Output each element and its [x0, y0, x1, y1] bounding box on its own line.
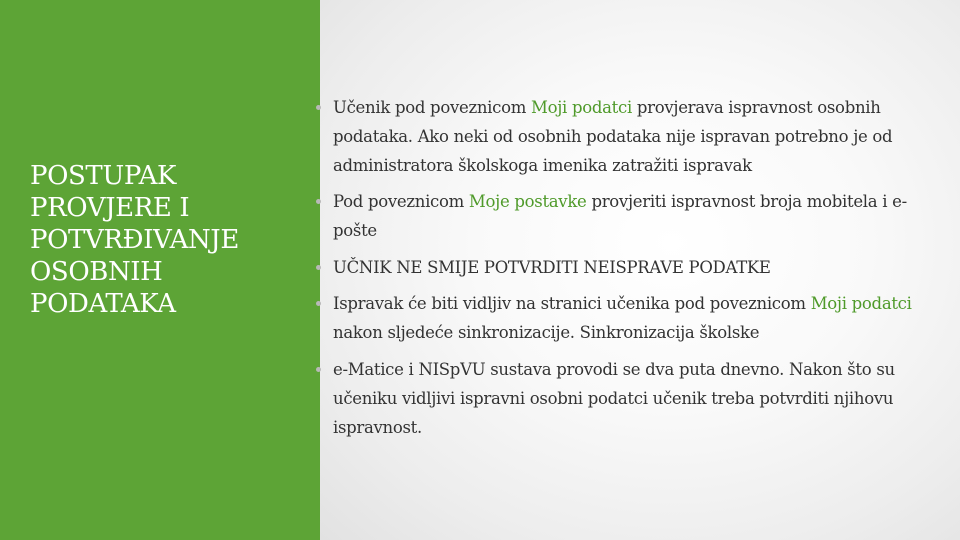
content-panel	[320, 0, 960, 540]
bullet-text: nakon sljedeće sinkronizacije. Sinkronizacija školske	[333, 323, 760, 342]
bullet-text: Učenik pod poveznicom	[333, 98, 532, 117]
bullet-item-warning	[320, 253, 920, 282]
bullet-dot-icon	[316, 367, 321, 372]
link-term-moje-postavke: Moje postavke	[468, 192, 587, 211]
title-panel	[0, 0, 320, 540]
bullet-dot-icon	[316, 265, 321, 270]
slide-title: POSTUPAK PROVJERE I POTVRĐIVANJE OSOBNIH PODATAKA	[30, 161, 239, 319]
bullet-dot-icon	[316, 105, 321, 110]
link-term-moji-podatci: Moji podatci	[810, 294, 912, 313]
bullet-dot-icon	[316, 301, 321, 306]
bullet-text: Pod poveznicom	[333, 192, 469, 211]
bullet-item-moji-podatci-check	[320, 93, 920, 180]
link-term-moji-podatci: Moji podatci	[531, 98, 632, 117]
bullet-text: provjerava ispravnost osobnih podataka. Ako neki od osobnih podataka nije ispravan potrebno je od administratora školskoga imenika zatražiti ispravak	[333, 98, 893, 175]
bullet-text: e-Matice i NISpVU sustava provodi se dva puta dnevno. Nakon što su učeniku vidljivi ispravni osobni podatci učenik treba potvrditi njihovu ispravnost.	[333, 360, 895, 437]
bullet-item-sync-schedule	[320, 355, 920, 442]
bullet-text: Ispravak će biti vidljiv na stranici učenika pod poveznicom	[333, 294, 811, 313]
bullet-list	[320, 93, 920, 442]
bullet-dot-icon	[316, 199, 321, 204]
bullet-item-correction-visible	[320, 289, 920, 347]
bullet-text: provjeriti ispravnost broja mobitela i e-pošte	[333, 192, 907, 240]
bullet-text: UČNIK NE SMIJE POTVRDITI NEISPRAVE PODATKE	[333, 258, 771, 277]
bullet-item-moje-postavke	[320, 187, 920, 245]
